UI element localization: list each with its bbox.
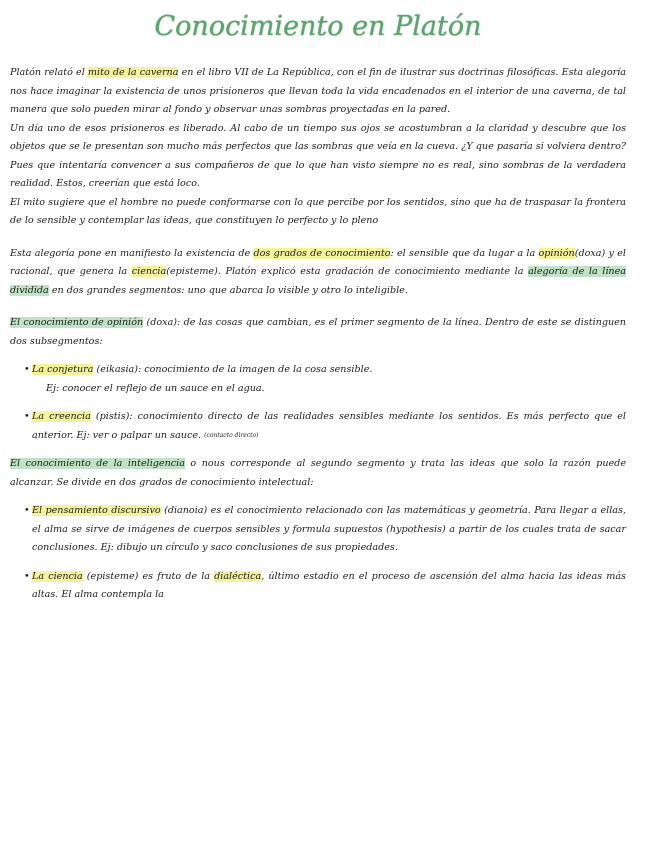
bullet-dot: • [24,570,30,582]
paragraph-grados [10,245,626,301]
text: en el libro VII de La República, con el fin de ilustrar sus doctrinas filosóficas. Esta alegoría nos hace imaginar la existencia de unos prisioneros que llevan toda la vida encadenados en el interior de una caverna, de tal manera que solo pueden mirar al fondo y observar unas sombras proyectadas en la pared. [10,67,626,115]
bullet-conjetura [10,361,626,380]
bullet-creencia [10,408,626,445]
highlight-conjetura: La conjetura [32,364,94,375]
page-title: Conocimiento en Platón [154,11,482,42]
highlight-creencia: La creencia [32,411,91,422]
bullet-dot: • [24,411,30,422]
highlight-ciencia: ciencia [131,266,167,277]
highlight-la-ciencia: La ciencia [32,570,83,582]
highlight-pensamiento: El pensamiento discursivo [32,505,161,516]
text: Esta alegoría pone en manifiesto la existencia de [10,247,254,259]
highlight-opinion: opinión [538,247,575,259]
highlight-conocimiento-inteligencia: El conocimiento de la inteligencia [10,458,185,469]
text: (eikasia): conocimiento de la imagen de la cosa sensible. [93,364,373,375]
text: (dianoia) es el conocimiento relacionado con las matemáticas y geometría. Para llegar a ellas, el alma se sirve de imágenes de cuerpos sensibles y formula supuestos (hypothesis) a partir de los cuales trata de sacar conclusiones. Ej: dibujo un círculo y saco conclusiones de sus propiedades. [32,505,626,553]
example-conjetura: Ej: conocer el reflejo de un sauce en el agua. [46,382,265,394]
bullet-dot: • [24,364,30,375]
paragraph-opinion [10,314,626,351]
highlight-linea: alegoría de la línea dividida [10,266,626,296]
text: en dos grandes segmentos: uno que abarca lo visible y otro lo inteligible. [48,284,408,296]
bullet-pensamiento [10,502,626,558]
highlight-dialectica: dialéctica [214,570,262,582]
highlight-mito: mito de la caverna [87,67,179,78]
paragraph-caverna [10,64,626,120]
margin-note: (contacto directo) [204,431,259,439]
text: o nous corresponde al segundo segmento y trata las ideas que solo la razón puede alcanzar. Se divide en dos grados de conocimiento intelectual: [10,458,627,488]
text: (episteme). Platón explicó esta gradación de conocimiento mediante la [166,266,529,277]
text: (episteme) es fruto de la [82,570,215,582]
text: Platón relató el [10,67,88,78]
text: (doxa): de las cosas que cambian, es el primer segmento de la línea. Dentro de este se distinguen dos subsegmentos: [10,317,626,347]
paragraph-prisionero: Un día uno de esos prisioneros es liberado. Al cabo de un tiempo sus ojos se acostumbran a la claridad y descubre que los objetos que se le presentan son mucho más perfectos que las sombras que veía en la cueva. ¿Y que pasaría si volviera dentro? Pues que intentaría convencer a sus compañeros de que lo que han visto siempre no es real, sino sombras de la verdadera realidad. Estos, creerían que está loco. [10,122,626,189]
text: , último estadio en el proceso de ascensión del alma hacia las ideas más altas. El alma contempla la [32,570,626,600]
bullet-dot: • [24,505,30,516]
highlight-conocimiento-opinion: El conocimiento de opinión [10,317,144,328]
paragraph-inteligencia [10,455,626,492]
paragraph-mito: El mito sugiere que el hombre no puede conformarse con lo que percibe por los sentidos, sino que ha de traspasar la frontera de lo sensible y contemplar las ideas, que constituyen lo perfecto y lo pleno [10,196,626,226]
bullet-ciencia [10,568,626,605]
text: (pistis): conocimiento directo de las realidades sensibles mediante los sentidos. Es más perfecto que el anterior. Ej: ver o palpar un sauce. [32,411,627,441]
text: (doxa) y el racional, que genera la [10,247,626,277]
highlight-grados: dos grados de conocimiento [253,247,391,259]
text: : el sensible que da lugar a la [390,247,539,259]
